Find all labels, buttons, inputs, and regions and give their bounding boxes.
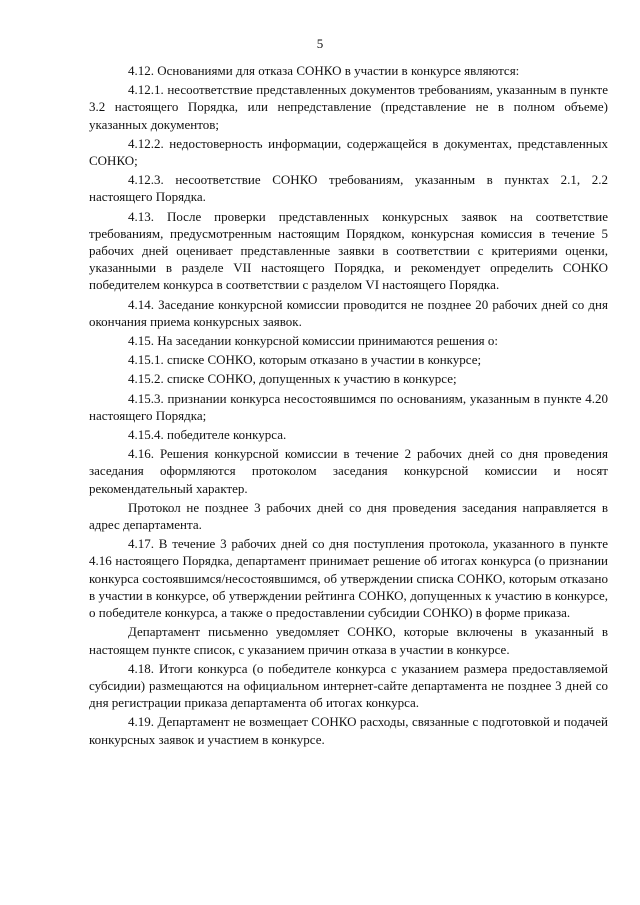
paragraph-4-15: 4.15. На заседании конкурсной комиссии принимаются решения о: (128, 333, 498, 349)
document-body (89, 62, 608, 750)
paragraph-4-13: 4.13. После проверки представленных конкурсных заявок на соответствие требованиям, предусмотренным настоящим Порядком, конкурсная комиссия в течение 5 рабочих дней оценивает представленные заявки в соответствии с критериями оценки, указанными в разделе VII настоящего Порядка, и рекомендует определить СОНКО победителем конкурса в соответствии с разделом VI настоящего Порядка. (89, 208, 608, 293)
page-number: 5 (316, 36, 324, 51)
paragraph-4-16: 4.16. Решения конкурсной комиссии в течение 2 рабочих дней со дня проведения заседания оформляются протоколом заседания конкурсной комиссии и носят рекомендательный характер. (89, 446, 608, 496)
paragraph-4-17: 4.17. В течение 3 рабочих дней со дня поступления протокола, указанного в пункте 4.16 настоящего Порядка, департамент принимает решение об итогах конкурса (о признании конкурса состоявшимся/несостоявшимся, об утверждении списка СОНКО, которым отказано в участии в конкурсе, об утверждении рейтинга СОНКО, допущенных к участию в конкурсе, о победителе конкурса, а также о предоставлении субсидии СОНКО) в форме приказа. (89, 536, 608, 621)
paragraph-4-12-2: 4.12.2. недостоверность информации, содержащейся в документах, представленных СОНКО; (89, 135, 608, 169)
paragraph-protocol: Протокол не позднее 3 рабочих дней со дня проведения заседания направляется в адрес департамента. (89, 499, 608, 533)
paragraph-notification: Департамент письменно уведомляет СОНКО, которые включены в указанный в настоящем пункте список, с указанием причин отказа в участии в конкурсе. (89, 624, 608, 657)
paragraph-4-15-1: 4.15.1. списке СОНКО, которым отказано в участии в конкурсе; (128, 352, 482, 368)
paragraph-4-19: 4.19. Департамент не возмещает СОНКО расходы, связанные с подготовкой и подачей конкурсных заявок и участием в конкурсе. (89, 714, 608, 747)
paragraph-4-14: 4.14. Заседание конкурсной комиссии проводится не позднее 20 рабочих дней со дня окончания приема конкурсных заявок. (89, 296, 608, 329)
paragraph-4-15-4: 4.15.4. победителе конкурса. (128, 427, 287, 443)
paragraph-4-12-1: 4.12.1. несоответствие представленных документов требованиям, указанным в пункте 3.2 настоящего Порядка, или непредставление (представление не в полном объеме) указанных документов; (89, 82, 608, 132)
paragraph-4-18: 4.18. Итоги конкурса (о победителе конкурса с указанием размера предоставляемой субсидии) размещаются на официальном интернет-сайте департамента не позднее 3 дней со дня регистрации приказа департамента об итогах конкурса. (89, 660, 608, 711)
paragraph-4-12: 4.12. Основаниями для отказа СОНКО в участии в конкурсе являются: (128, 63, 520, 78)
paragraph-4-15-2: 4.15.2. списке СОНКО, допущенных к участию в конкурсе; (128, 371, 457, 387)
paragraph-4-15-3: 4.15.3. признании конкурса несостоявшимся по основаниям, указанным в пункте 4.20 настоящего Порядка; (89, 390, 608, 423)
paragraph-4-12-3: 4.12.3. несоответствие СОНКО требованиям, указанным в пунктах 2.1, 2.2 настоящего Порядка. (89, 172, 608, 205)
